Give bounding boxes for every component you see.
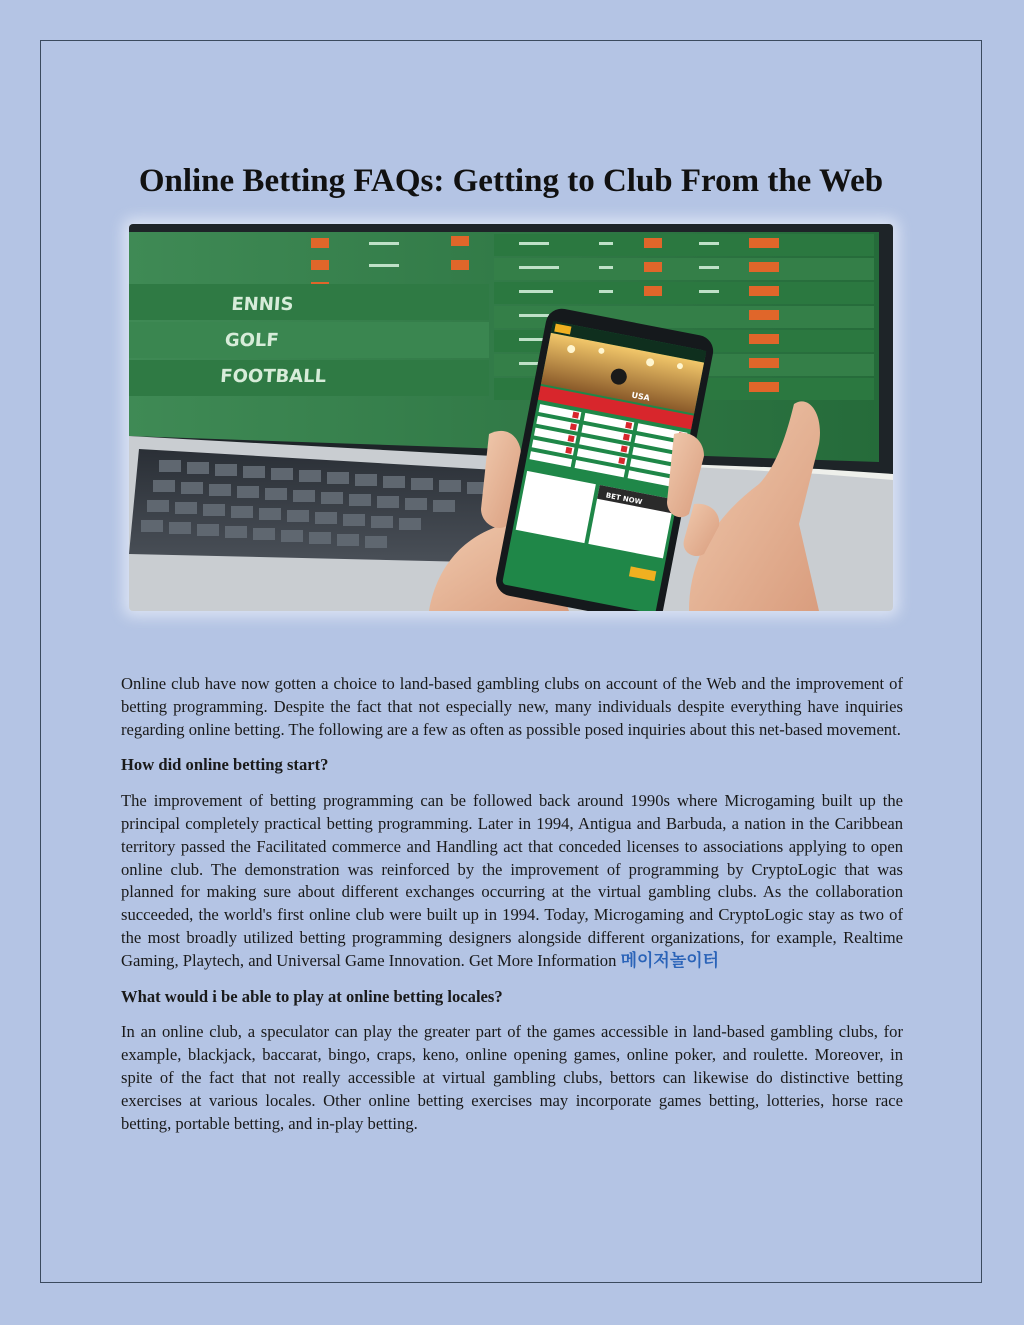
phone-label-usa: USA: [630, 390, 651, 403]
section-heading-games: What would i be able to play at online betting locales?: [121, 986, 503, 1006]
section-paragraph-start: [121, 790, 903, 972]
section-paragraph-games: In an online club, a speculator can play the greater part of the games accessible in land-based gambling clubs, for example, blackjack, baccarat, bingo, craps, keno, online opening games, online poker, and roulette. Moreover, in spite of the fact that not really accessible at virtual gambling clubs, bettors can likewise do distinctive betting exercises at various locales. Other online betting exercises may incorporate games betting, lotteries, horse race betting, portable betting, and in-play betting.: [121, 1022, 903, 1133]
section-text-start: The improvement of betting programming can be followed back around 1990s where Microgaming built up the principal completely practical betting programming. Later in 1994, Antigua and Barbuda, a nation in the Caribbean territory passed the Facilitated commerce and Handling act that conceded licenses to associations applying to open online club. The demonstration was reinforced by the improvement of programming by CryptoLogic that was planned for making sure about different exchanges occurring at the virtual gambling clubs. As the collaboration succeeded, the world's first online club were built up in 1994. Today, Microgaming and CryptoLogic stay as two of the most broadly utilized betting programming designers alongside different organizations, for example, Realtime Gaming, Playtech, and Universal Game Innovation.: [121, 791, 903, 970]
article-body: [121, 673, 903, 1148]
screen-label-football: FOOTBALL: [219, 366, 327, 387]
more-info-label: Get More Information: [468, 950, 617, 970]
screen-label-tennis: ENNIS: [230, 294, 295, 315]
phone-label-bet-now: BET NOW: [605, 491, 643, 507]
more-info-link[interactable]: 메이저놀이터: [620, 950, 720, 971]
hero-image: [129, 224, 893, 611]
document-page: [40, 40, 982, 1283]
section-heading-start: How did online betting start?: [121, 755, 329, 775]
screen-label-golf: GOLF: [224, 330, 280, 351]
intro-paragraph: Online club have now gotten a choice to land-based gambling clubs on account of the Web and the improvement of betting programming. Despite the fact that not especially new, many individuals despite everything have inquiries regarding online betting. The following are a few as often as possible posed inquiries about this net-based movement.: [121, 674, 903, 739]
page-title: Online Betting FAQs: Getting to Club From the Web: [138, 163, 884, 199]
